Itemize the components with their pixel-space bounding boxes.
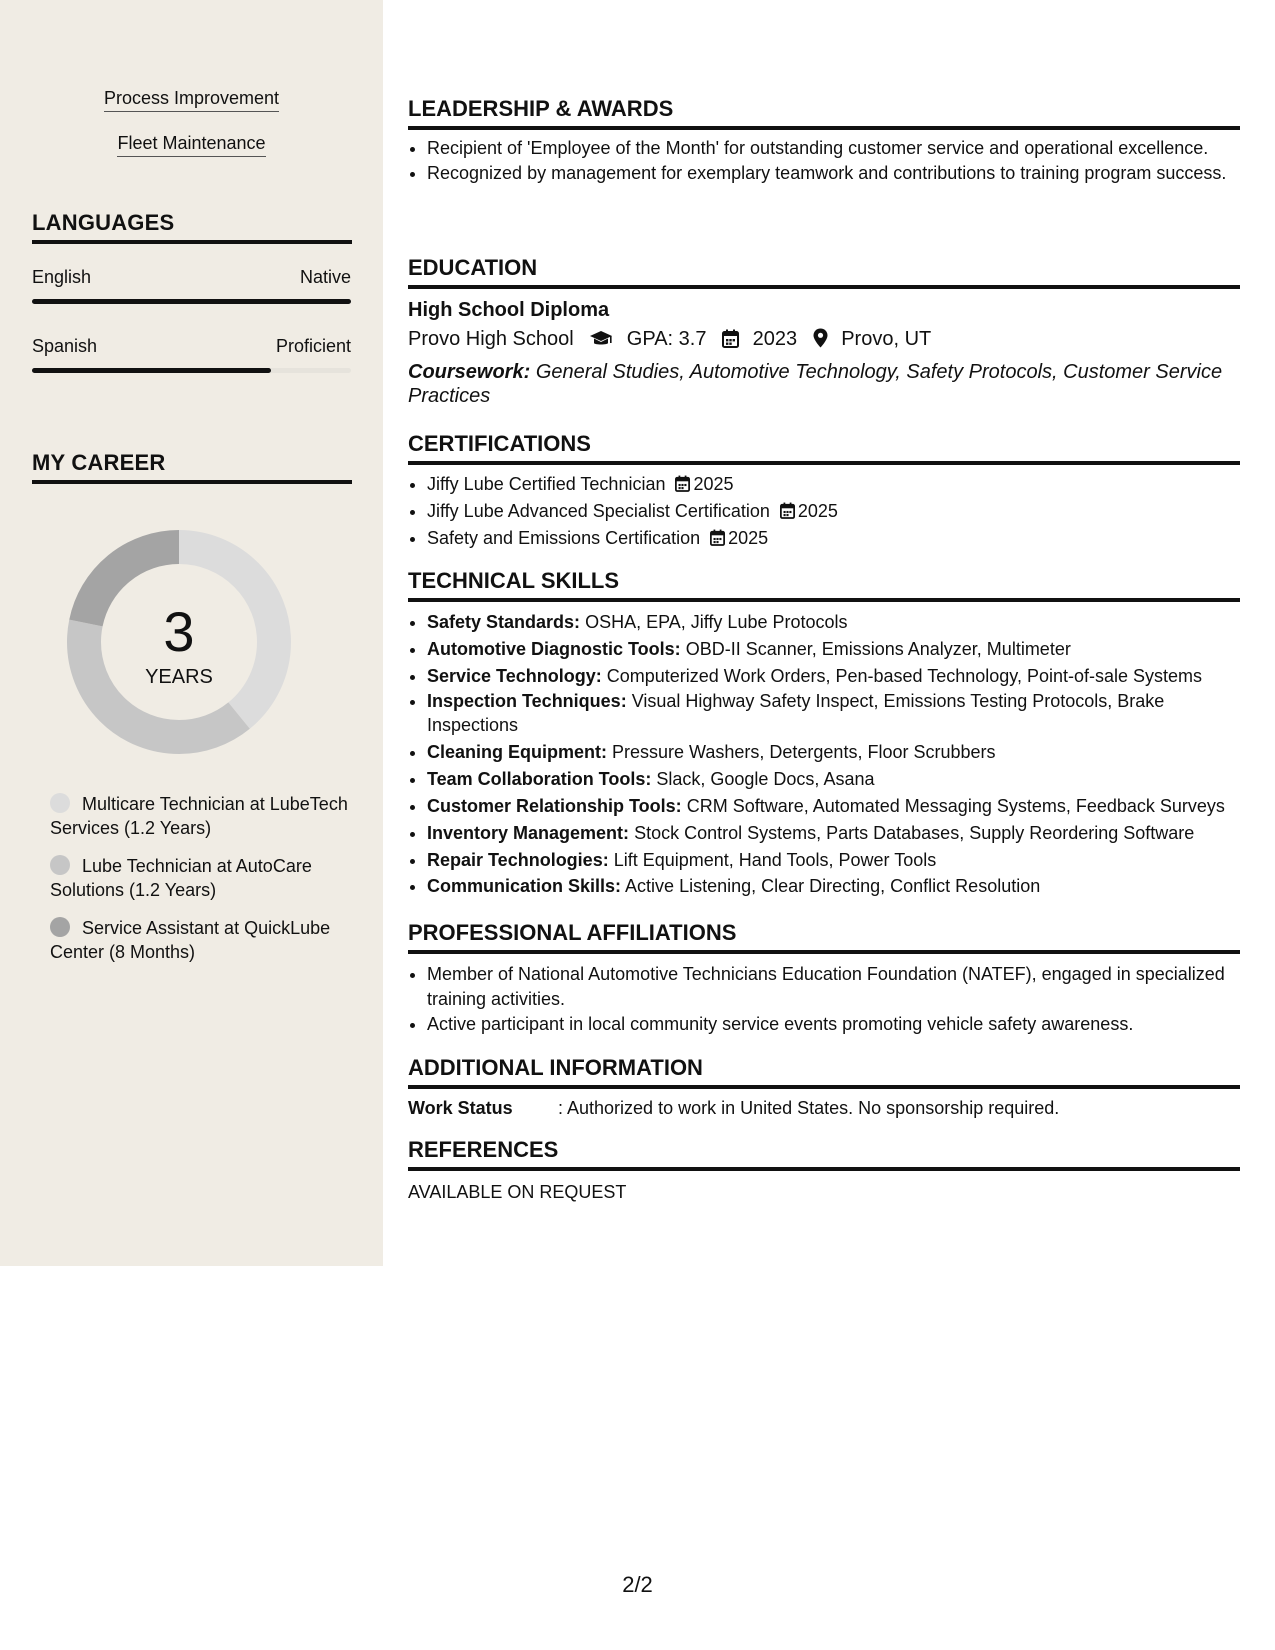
- additional-info-heading: ADDITIONAL INFORMATION: [408, 1055, 1240, 1089]
- skill-label: Safety Standards:: [427, 612, 581, 632]
- career-legend: [50, 792, 350, 978]
- skill-tag: [0, 133, 383, 157]
- leadership-list: [408, 136, 1240, 186]
- skill-label: Team Collaboration Tools:: [427, 769, 652, 790]
- certification-name: Safety and Emissions Certification: [427, 528, 701, 548]
- skill-label: Communication Skills:: [427, 876, 622, 897]
- skill-tag-label: Process Improvement: [104, 88, 279, 112]
- career-item-text: Service Assistant at QuickLube Center (8 Months): [50, 918, 331, 962]
- legend-dot: [50, 917, 70, 937]
- technical-skills-list: [408, 609, 1240, 900]
- list-item: [427, 499, 1240, 526]
- career-total-unit: YEARS: [145, 666, 213, 688]
- career-item-text: Multicare Technician at LubeTech Services (1.2 Years): [50, 794, 348, 838]
- list-item: [427, 609, 1240, 636]
- education-details: [408, 324, 1240, 357]
- education-heading: EDUCATION: [408, 255, 1240, 289]
- calendar-icon: [710, 528, 725, 553]
- list-item: [427, 663, 1240, 690]
- sidebar: [0, 0, 383, 1266]
- references-text: AVAILABLE ON REQUEST: [408, 1182, 627, 1202]
- education-entry: [408, 296, 1240, 408]
- language-proficiency-bar: [32, 299, 351, 304]
- graduation-cap-icon: [589, 327, 613, 357]
- coursework: [408, 360, 1240, 408]
- page-number: 2/2: [622, 1572, 653, 1597]
- languages-heading: LANGUAGES: [32, 210, 352, 244]
- certifications-heading: CERTIFICATIONS: [408, 431, 1240, 465]
- work-status-value: : Authorized to work in United States. No sponsorship required.: [558, 1098, 1060, 1118]
- school-location: Provo, UT: [841, 328, 932, 350]
- affiliations-heading: PROFESSIONAL AFFILIATIONS: [408, 920, 1240, 954]
- coursework-text: General Studies, Automotive Technology, Safety Protocols, Customer Service Practices: [408, 361, 1223, 407]
- gpa: GPA: 3.7: [626, 328, 707, 350]
- skill-label: Customer Relationship Tools:: [427, 795, 682, 816]
- certifications-list: [408, 472, 1240, 553]
- references-heading: REFERENCES: [408, 1137, 1240, 1171]
- list-item: [427, 873, 1240, 900]
- skill-value: Lift Equipment, Hand Tools, Power Tools: [613, 849, 937, 870]
- certification-name: Jiffy Lube Certified Technician: [427, 474, 666, 494]
- list-item: [427, 472, 1240, 499]
- language-name: English: [32, 267, 92, 287]
- certification-name: Jiffy Lube Advanced Specialist Certification: [427, 501, 770, 521]
- list-item: [427, 793, 1240, 820]
- skill-label: Service Technology:: [427, 665, 602, 686]
- career-item: [50, 792, 350, 840]
- calendar-icon: [675, 474, 690, 499]
- language-level: Proficient: [275, 336, 351, 356]
- list-item: [427, 766, 1240, 793]
- certification-year: 2025: [693, 474, 734, 494]
- skill-label: Repair Technologies:: [427, 849, 609, 870]
- work-status-label: Work Status: [408, 1098, 513, 1118]
- skill-value: Active Listening, Clear Directing, Conflict Resolution: [625, 876, 1041, 897]
- language-row: [32, 267, 351, 288]
- career-item: [50, 916, 350, 964]
- skill-value: Pressure Washers, Detergents, Floor Scrubbers: [612, 742, 996, 763]
- skill-value: Stock Control Systems, Parts Databases, Supply Reordering Software: [634, 822, 1195, 843]
- list-item: [427, 636, 1240, 663]
- language-row: [32, 336, 351, 357]
- calendar-icon: [780, 501, 795, 526]
- list-item: [427, 820, 1240, 847]
- list-item: • Member of National Automotive Technicians Education Foundation (NATEF), engaged in specialized training activities.: [427, 962, 1240, 1012]
- skill-value: Visual Highway Safety Inspect, Emissions Testing Protocols, Brake Inspections: [427, 691, 1165, 736]
- career-heading: MY CAREER: [32, 450, 352, 484]
- skill-value: CRM Software, Automated Messaging Systems, Feedback Surveys: [686, 795, 1225, 816]
- technical-skills-heading: TECHNICAL SKILLS: [408, 568, 1240, 602]
- career-item: [50, 854, 350, 902]
- skill-tag: [0, 88, 383, 112]
- skill-label: Inspection Techniques:: [427, 691, 627, 712]
- leadership-heading: LEADERSHIP & AWARDS: [408, 96, 1240, 130]
- school-name: Provo High School: [408, 328, 574, 350]
- language-proficiency-fill: [32, 368, 271, 373]
- skill-label: Inventory Management:: [427, 822, 630, 843]
- affiliations-list: [408, 962, 1240, 1037]
- language-proficiency-bar: [32, 368, 351, 373]
- skill-value: Slack, Google Docs, Asana: [656, 769, 875, 790]
- skill-value: OBD-II Scanner, Emissions Analyzer, Multimeter: [685, 638, 1071, 659]
- certification-year: 2025: [797, 501, 838, 521]
- language-name: Spanish: [32, 336, 98, 356]
- list-item: • Active participant in local community service events promoting vehicle safety awareness.: [427, 1012, 1240, 1037]
- skill-value: Computerized Work Orders, Pen-based Technology, Point-of-sale Systems: [606, 665, 1202, 686]
- language-proficiency-fill: [32, 299, 351, 304]
- career-donut-chart: [66, 529, 292, 755]
- graduation-year: 2023: [752, 328, 798, 350]
- skill-label: Cleaning Equipment:: [427, 742, 607, 763]
- list-item: [427, 739, 1240, 766]
- skill-tag-label: Fleet Maintenance: [117, 133, 265, 157]
- work-status-row: [408, 1096, 1240, 1121]
- skill-value: OSHA, EPA, Jiffy Lube Protocols: [585, 612, 848, 632]
- location-pin-icon: [813, 327, 828, 357]
- list-item: • Recognized by management for exemplary teamwork and contributions to training program success.: [427, 161, 1240, 186]
- calendar-icon: [722, 327, 739, 357]
- list-item: • Recipient of 'Employee of the Month' for outstanding customer service and operational excellence.: [427, 136, 1240, 161]
- degree-title: High School Diploma: [408, 299, 610, 321]
- list-item: [427, 847, 1240, 874]
- list-item: [427, 526, 1240, 553]
- legend-dot: [50, 793, 70, 813]
- career-item-text: Lube Technician at AutoCare Solutions (1.2 Years): [50, 856, 312, 900]
- certification-year: 2025: [728, 528, 769, 548]
- list-item: [427, 689, 1240, 737]
- skill-label: Automotive Diagnostic Tools:: [427, 638, 681, 659]
- legend-dot: [50, 855, 70, 875]
- coursework-label: Coursework:: [408, 361, 531, 383]
- career-total-number: 3: [163, 600, 195, 663]
- language-level: Native: [299, 267, 351, 287]
